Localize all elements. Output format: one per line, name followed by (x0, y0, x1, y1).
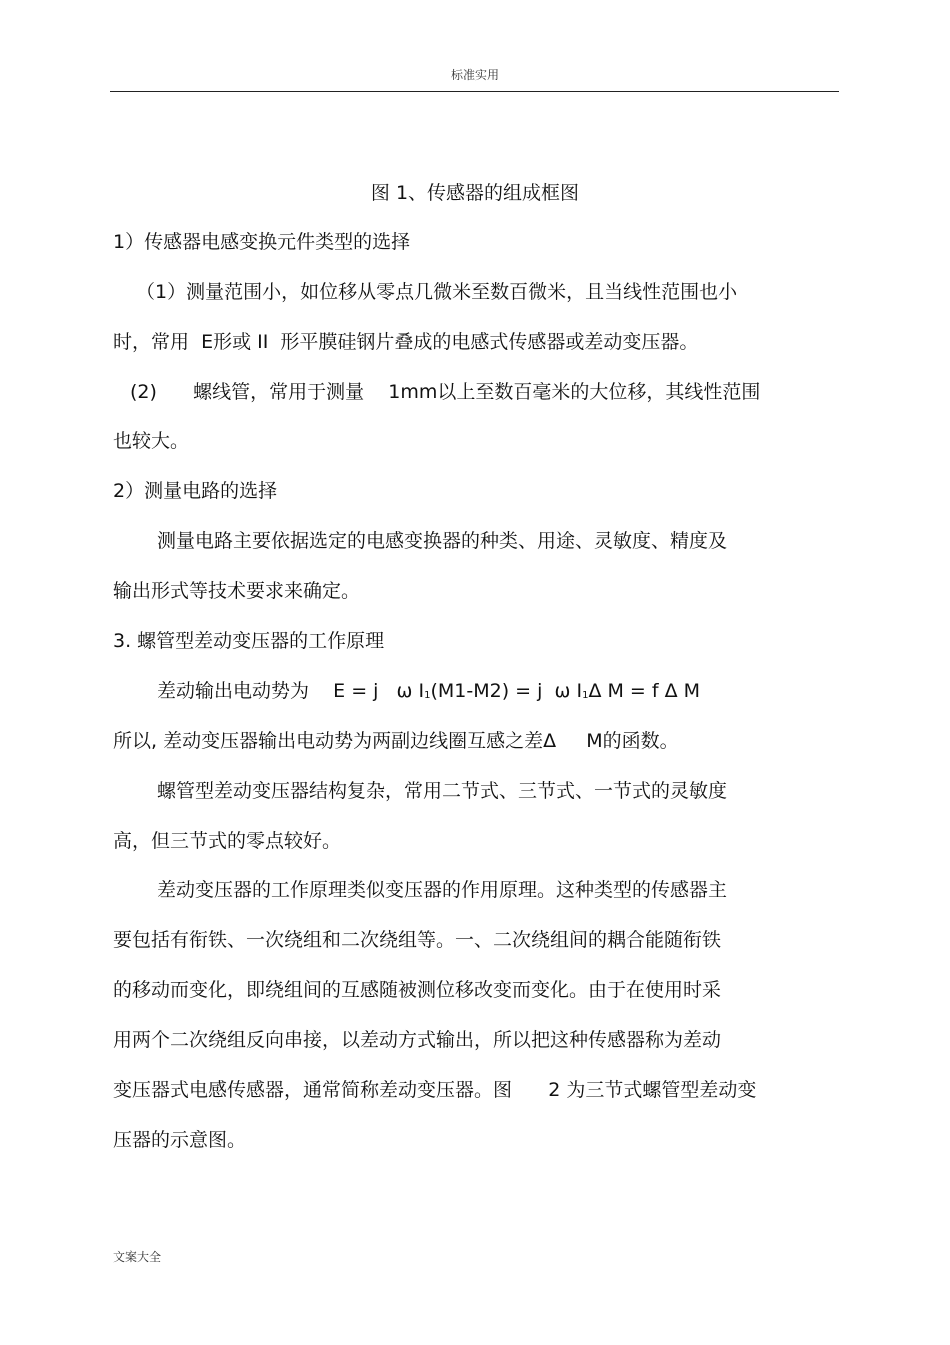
section-1-title: 1）传感器电感变换元件类型的选择 (113, 231, 411, 253)
equation-subscript: 1 (582, 690, 589, 701)
figure-caption: 图 1、传感器的组成框图 (370, 182, 580, 204)
paragraph-line: 要包括有衔铁、一次绕组和二次绕组等。一、二次绕组间的耦合能随衔铁 (113, 929, 722, 951)
paragraph-line: （1）测量范围小，如位移从零点几微米至数百微米，且当线性范围也小 (136, 281, 738, 303)
page-header: 标准实用 (450, 68, 499, 82)
equation-part: 差动输出电动势为 E = j ω I (157, 680, 425, 702)
equation-part: (M1-M2) = j ω I (430, 680, 583, 702)
paragraph-line: 时，常用 E形或 II 形平膜硅钢片叠成的电感式传感器或差动变压器。 (113, 331, 699, 353)
paragraph-line: (2) 螺线管，常用于测量 1mm以上至数百毫米的大位移，其线性范围 (130, 381, 761, 403)
paragraph-line: 的移动而变化，即绕组间的互感随被测位移改变而变化。由于在使用时采 (113, 979, 722, 1001)
header-rule (110, 91, 839, 92)
paragraph-line: 也较大。 (113, 430, 190, 452)
paragraph-line: 输出形式等技术要求来确定。 (113, 580, 361, 602)
paragraph-line: 高，但三节式的零点较好。 (113, 830, 342, 852)
paragraph-line: 螺管型差动变压器结构复杂，常用二节式、三节式、一节式的灵敏度 (157, 780, 728, 802)
paragraph-line: 测量电路主要依据选定的电感变换器的种类、用途、灵敏度、精度及 (157, 530, 728, 552)
paragraph-line: 压器的示意图。 (113, 1129, 247, 1151)
equation-part: Δ M = f Δ M (588, 680, 701, 702)
paragraph-line: 差动变压器的工作原理类似变压器的作用原理。这种类型的传感器主 (157, 879, 728, 901)
paragraph-line: 用两个二次绕组反向串接，以差动方式输出，所以把这种传感器称为差动 (113, 1029, 722, 1051)
paragraph-line: 变压器式电感传感器，通常简称差动变压器。图 2 为三节式螺管型差动变 (113, 1079, 757, 1101)
section-3-title: 3. 螺管型差动变压器的工作原理 (113, 630, 385, 652)
equation-subscript: 1 (424, 690, 431, 701)
section-2-title: 2）测量电路的选择 (113, 480, 278, 502)
paragraph-line: 所以, 差动变压器输出电动势为两副边线圈互感之差Δ M的函数。 (113, 730, 679, 752)
page-footer: 文案大全 (113, 1250, 162, 1264)
equation-line (157, 678, 700, 709)
